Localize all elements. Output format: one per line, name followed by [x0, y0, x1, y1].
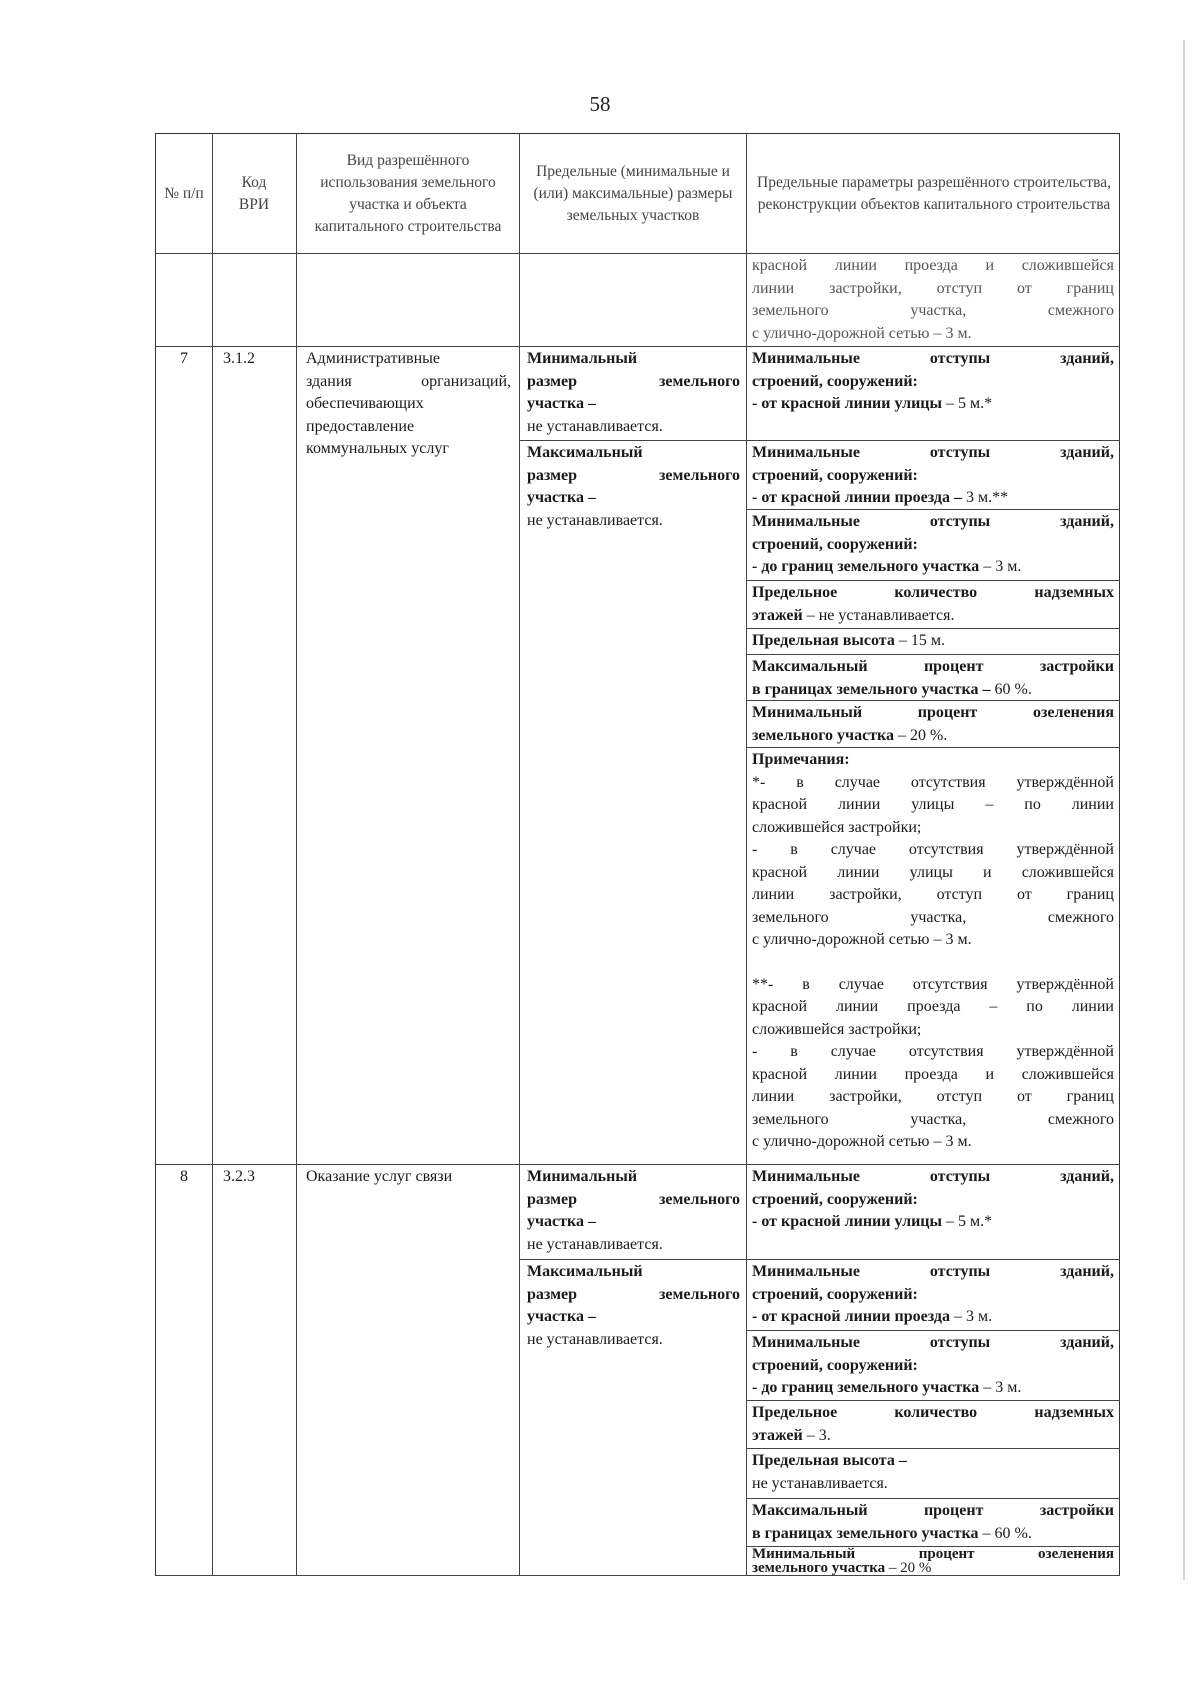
continuation-note: красной линии проезда и сложившейся линии застройки, отступ от границ земельного участка, смежного с улично-дорожной сетью – 3 м. — [752, 257, 1114, 342]
row8-use-type: Оказание услуг связи — [306, 1168, 453, 1185]
row7-use-type: Административные здания организаций, обеспечивающих предоставление коммунальных услуг — [306, 350, 511, 457]
row8-max-floors: Предельное количество надземных этажей – 3. — [752, 1404, 1114, 1444]
row8-setback-driveway: Минимальные отступы зданий, строений, сооружений: - от красной линии проезда – 3 м. — [752, 1263, 1114, 1325]
row7-notes: Примечания: *- в случае отсутствия утверждённой красной линии улицы – по линии сложившейся застройки; - в случае отсутствия утверждённой красной линии улицы и сложившейся линии застройки, отступ от границ земельного участка, смежного с улично-дорожной сетью – 3 м. **- в случае отсутствия утверждённой красной линии проезда – по линии сложившейся застройки; - в случае отсутствия утверждённой красной линии проезда и сложившейся линии застройки, отступ от границ земельного участка, смежного с улично-дорожной сетью – 3 м. — [752, 751, 1114, 1150]
row7-setback-driveway: Минимальные отступы зданий, строений, сооружений: - от красной линии проезда – 3 м.** — [752, 444, 1114, 506]
row7-size-split-line — [519, 440, 746, 441]
row7-max-coverage: Максимальный процент застройки в границах земельного участка – 60 %. — [752, 658, 1114, 698]
row8-min-size: Минимальный размер земельного участка – не устанавливается. — [527, 1168, 740, 1253]
row8-max-height: Предельная высота – не устанавливается. — [752, 1452, 907, 1492]
row7-min-size: Минимальный размер земельного участка – не устанавливается. — [527, 350, 740, 435]
row7-top-line — [155, 346, 1120, 347]
header-num: № п/п — [164, 184, 204, 202]
row8-param-line-1 — [746, 1259, 1120, 1260]
table-bottom-line — [155, 1575, 1120, 1576]
row7-param-line-1 — [746, 440, 1120, 441]
row7-param-line-5 — [746, 654, 1120, 655]
row7-param-line-4 — [746, 628, 1120, 629]
row8-param-line-3 — [746, 1400, 1120, 1401]
col-line-2 — [296, 133, 297, 1575]
col-line-4 — [746, 133, 747, 1575]
row7-max-size: Максимальный размер земельного участка – не устанавливается. — [527, 444, 740, 529]
header-code: Код ВРИ — [238, 173, 270, 213]
header-use-type: Вид разрешённого использования земельного участка и объекта капитального строительства — [314, 151, 502, 235]
row8-min-landscaping: Минимальный процент озеленения земельного участка – 20 % — [752, 1546, 1114, 1576]
row8-param-line-5 — [746, 1498, 1120, 1499]
row7-number: 7 — [180, 350, 188, 367]
row8-max-size: Максимальный размер земельного участка – не устанавливается. — [527, 1263, 740, 1348]
row8-param-line-2 — [746, 1330, 1120, 1331]
col-line-3 — [519, 133, 520, 1575]
row8-setback-boundary: Минимальные отступы зданий, строений, сооружений: - до границ земельного участка – 3 м. — [752, 1334, 1114, 1396]
row7-setback-street: Минимальные отступы зданий, строений, сооружений: - от красной линии улицы – 5 м.* — [752, 350, 1114, 412]
row7-max-floors: Предельное количество надземных этажей – не устанавливается. — [752, 584, 1114, 624]
row8-max-coverage: Максимальный процент застройки в границах земельного участка – 60 %. — [752, 1502, 1114, 1542]
row8-param-line-4 — [746, 1448, 1120, 1449]
row7-min-landscaping: Минимальный процент озеленения земельного участка – 20 %. — [752, 704, 1114, 744]
row7-setback-boundary: Минимальные отступы зданий, строений, сооружений: - до границ земельного участка – 3 м. — [752, 513, 1114, 575]
row7-param-line-7 — [746, 747, 1120, 748]
row8-number: 8 — [180, 1168, 188, 1185]
col-line-1 — [212, 133, 213, 1575]
header-plot-sizes: Предельные (минимальные и (или) максимальные) размеры земельных участков — [533, 162, 733, 224]
row8-setback-street: Минимальные отступы зданий, строений, сооружений: - от красной линии улицы – 5 м.* — [752, 1168, 1114, 1230]
row8-code: 3.2.3 — [223, 1168, 255, 1185]
header-build-params: Предельные параметры разрешённого строительства, реконструкции объектов капитального строительства — [757, 173, 1111, 213]
row8-size-split-line — [519, 1259, 746, 1260]
row7-param-line-3 — [746, 580, 1120, 581]
scan-edge-line — [1183, 40, 1185, 1580]
row7-max-height: Предельная высота – 15 м. — [752, 632, 945, 649]
page-number: 58 — [589, 92, 611, 116]
row7-code: 3.1.2 — [223, 350, 255, 367]
header-bottom-line — [155, 253, 1120, 254]
row8-top-line — [155, 1164, 1120, 1165]
